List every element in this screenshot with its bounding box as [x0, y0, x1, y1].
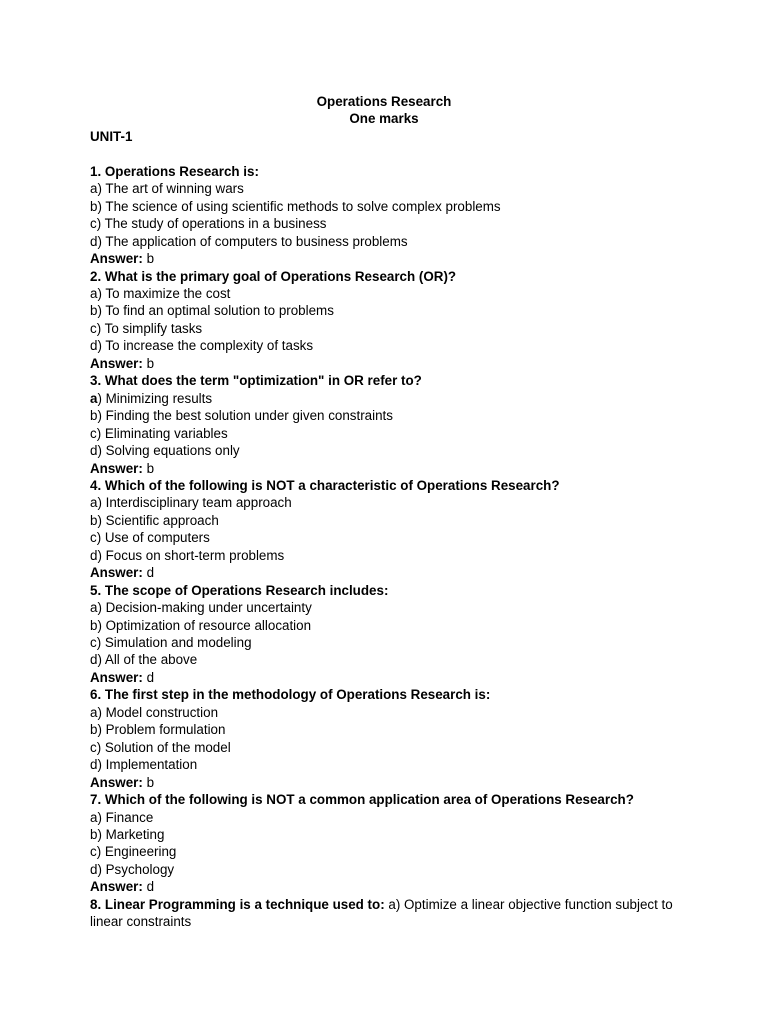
option-text: d) To increase the complexity of tasks	[90, 338, 314, 354]
answer-line	[90, 669, 690, 686]
answer-value: b	[146, 355, 155, 371]
option-text	[90, 390, 690, 407]
answer-label: Answer:	[90, 565, 143, 581]
answer-label: Answer:	[90, 355, 143, 371]
option-text: d) Psychology	[90, 861, 175, 877]
blank-line	[90, 145, 690, 162]
answer-line	[90, 774, 690, 791]
question-block	[90, 791, 690, 896]
option-rest: ) Minimizing results	[97, 390, 213, 406]
question-text: 8. Linear Programming is a technique used to:	[90, 896, 385, 912]
question-block	[90, 896, 690, 931]
answer-label: Answer:	[90, 774, 143, 790]
answer-line	[90, 564, 690, 581]
option-text: a) Decision-making under uncertainty	[90, 600, 312, 616]
option-text: c) Eliminating variables	[90, 425, 228, 441]
option-text: c) To simplify tasks	[90, 320, 203, 336]
question-text: 7. Which of the following is NOT a common application area of Operations Research?	[90, 792, 634, 808]
document-page	[90, 93, 690, 931]
answer-line	[90, 878, 690, 895]
question-inline	[90, 896, 690, 931]
answer-label: Answer:	[90, 251, 143, 267]
answer-value: b	[146, 460, 155, 476]
option-text: d) All of the above	[90, 652, 198, 668]
question-text: 6. The first step in the methodology of Operations Research is:	[90, 687, 491, 703]
answer-value: b	[146, 251, 155, 267]
option-text: a) Finance	[90, 809, 154, 825]
question-block	[90, 268, 690, 373]
answer-line	[90, 355, 690, 372]
option-text: a) Model construction	[90, 704, 219, 720]
option-text: a) To maximize the cost	[90, 285, 231, 301]
option-text: c) Simulation and modeling	[90, 635, 252, 651]
question-text: 3. What does the term "optimization" in OR refer to?	[90, 373, 422, 389]
option-letter: a	[90, 390, 98, 406]
answer-line	[90, 250, 690, 267]
document-subtitle: One marks	[349, 111, 419, 127]
answer-label: Answer:	[90, 460, 143, 476]
question-block	[90, 686, 690, 791]
option-text: c) Use of computers	[90, 530, 210, 546]
question-text: 2. What is the primary goal of Operations Research (OR)?	[90, 268, 457, 284]
option-text: d) Focus on short-term problems	[90, 547, 285, 563]
answer-label: Answer:	[90, 879, 143, 895]
document-title: Operations Research	[316, 94, 452, 109]
question-text: 5. The scope of Operations Research includes:	[90, 582, 389, 598]
answer-line	[90, 460, 690, 477]
option-text: b) Optimization of resource allocation	[90, 617, 312, 633]
answer-value: d	[146, 565, 155, 581]
option-text: a) Interdisciplinary team approach	[90, 495, 292, 511]
option-text: c) Engineering	[90, 844, 177, 860]
option-text: c) Solution of the model	[90, 739, 231, 755]
option-text: b) Problem formulation	[90, 722, 226, 738]
option-text: c) The study of operations in a business	[90, 216, 327, 232]
option-text: b) Marketing	[90, 827, 165, 843]
option-text: b) Finding the best solution under given constraints	[90, 408, 393, 424]
option-text: d) The application of computers to business problems	[90, 233, 408, 249]
answer-value: b	[146, 774, 155, 790]
question-block	[90, 582, 690, 687]
option-text: b) To find an optimal solution to problems	[90, 303, 334, 319]
question-text: 1. Operations Research is:	[90, 163, 259, 179]
question-block	[90, 477, 690, 582]
answer-value: d	[146, 879, 155, 895]
unit-heading: UNIT-1	[90, 128, 133, 144]
option-text: d) Implementation	[90, 757, 198, 773]
answer-value: d	[146, 669, 155, 685]
option-text: b) Scientific approach	[90, 512, 219, 528]
question-text: 4. Which of the following is NOT a characteristic of Operations Research?	[90, 477, 560, 493]
option-text: d) Solving equations only	[90, 443, 240, 459]
answer-label: Answer:	[90, 669, 143, 685]
option-text: b) The science of using scientific methods to solve complex problems	[90, 198, 501, 214]
question-block	[90, 163, 690, 268]
option-text: a) Optimize a linear objective function subject to linear constraints	[90, 896, 673, 930]
option-text: a) The art of winning wars	[90, 181, 244, 197]
question-block	[90, 372, 690, 477]
